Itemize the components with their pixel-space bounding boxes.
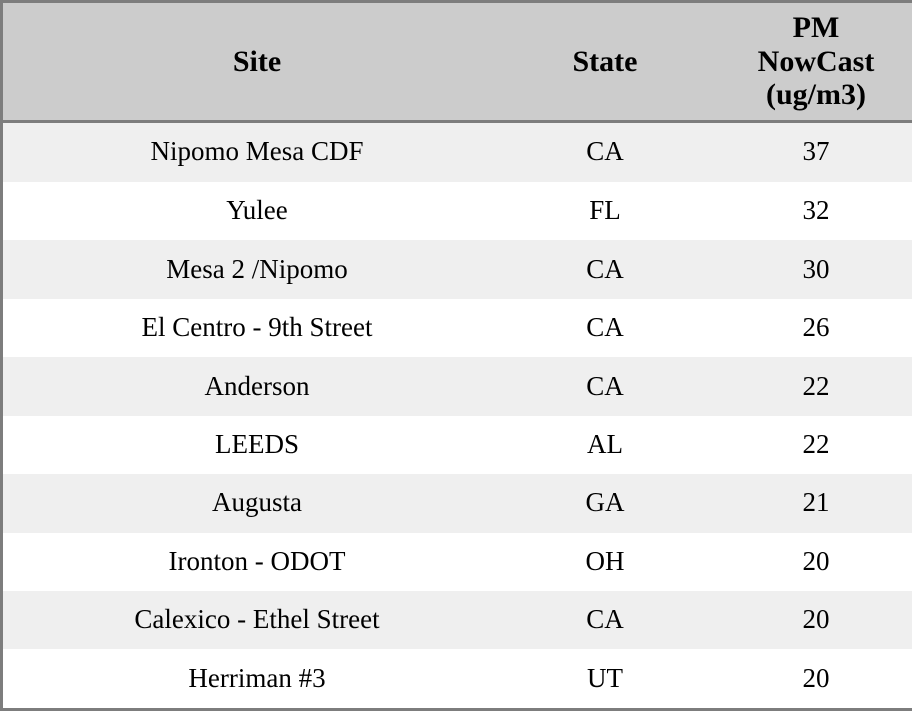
table-body	[3, 121, 912, 708]
cell-value: 22	[802, 370, 830, 401]
table-header-row	[3, 3, 912, 121]
cell-site: El Centro - 9th Street	[141, 312, 373, 343]
cell-state: FL	[589, 195, 621, 226]
pm-nowcast-table	[3, 3, 912, 708]
table-row	[3, 649, 912, 708]
cell-state: CA	[586, 253, 624, 284]
table-row	[3, 121, 912, 182]
cell-site: Ironton - ODOT	[168, 545, 346, 576]
cell-state: UT	[587, 662, 623, 693]
table-row	[3, 357, 912, 415]
cell-site: Herriman #3	[188, 662, 326, 693]
column-header-site-label: Site	[232, 44, 282, 78]
cell-value: 22	[802, 429, 830, 460]
cell-state: CA	[586, 312, 624, 343]
column-header-pm-nowcast-line1: PM	[792, 11, 840, 44]
table-row	[3, 416, 912, 474]
cell-state: AL	[587, 429, 623, 460]
cell-state: CA	[586, 370, 624, 401]
cell-site: Anderson	[204, 370, 310, 401]
cell-site: Yulee	[226, 195, 288, 226]
column-header-state	[511, 3, 699, 121]
cell-value: 21	[802, 487, 830, 518]
cell-value: 37	[802, 136, 830, 167]
column-header-pm-nowcast	[699, 3, 912, 121]
cell-site: Augusta	[212, 487, 302, 518]
cell-value: 30	[802, 253, 830, 284]
column-header-pm-nowcast-line3: (ug/m3)	[766, 78, 866, 112]
table-row	[3, 474, 912, 532]
cell-value: 20	[802, 662, 830, 693]
cell-value: 20	[802, 604, 830, 635]
column-header-site	[3, 3, 511, 121]
table-row	[3, 240, 912, 298]
table-row	[3, 533, 912, 591]
cell-site: Mesa 2 /Nipomo	[166, 253, 348, 284]
cell-value: 26	[802, 312, 830, 343]
table-row	[3, 591, 912, 649]
cell-state: OH	[585, 545, 625, 576]
cell-value: 20	[802, 545, 830, 576]
cell-state: CA	[586, 604, 624, 635]
cell-state: GA	[585, 487, 625, 518]
cell-site: Nipomo Mesa CDF	[150, 136, 364, 167]
cell-site: LEEDS	[215, 429, 299, 460]
column-header-pm-nowcast-line2: NowCast	[757, 44, 875, 78]
table-row	[3, 182, 912, 240]
cell-site: Calexico - Ethel Street	[134, 604, 380, 635]
cell-value: 32	[802, 195, 830, 226]
table-header	[3, 3, 912, 121]
cell-state: CA	[586, 136, 624, 167]
column-header-state-label: State	[572, 44, 638, 78]
table-row	[3, 299, 912, 357]
